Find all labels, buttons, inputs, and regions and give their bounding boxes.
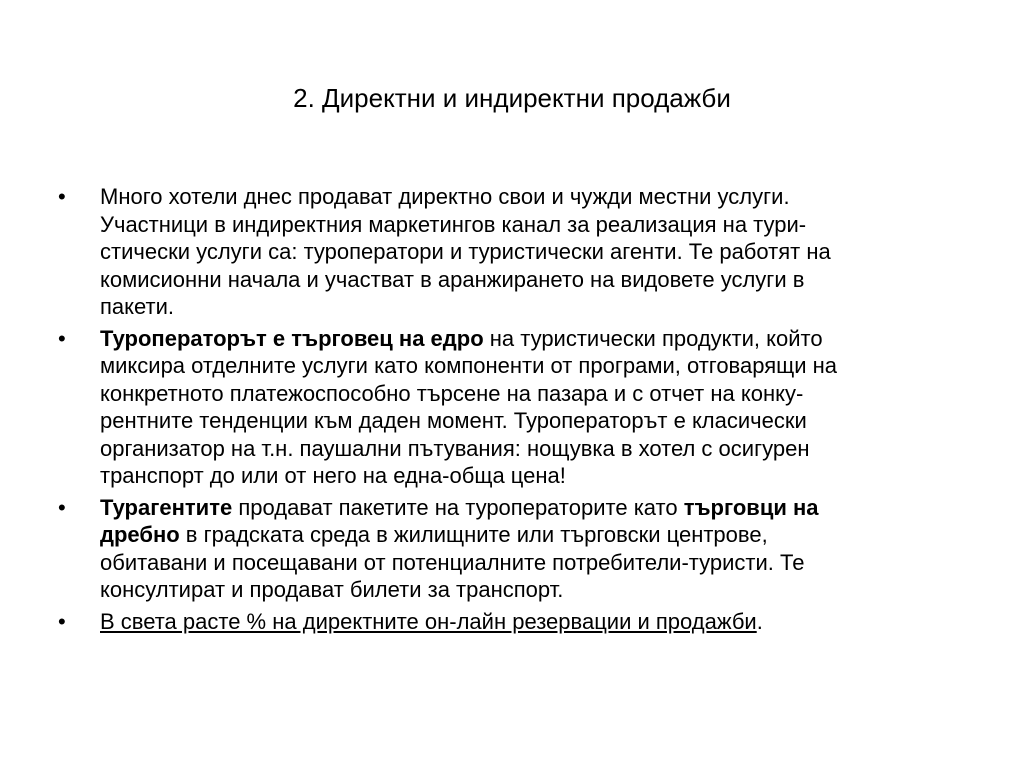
bold-term: Турагентите [100, 494, 233, 520]
bullet-text: на туристически продукти, който [483, 325, 823, 351]
bullet-text-line: комисионни начала и участват в аранжирането на видовете услуги в [100, 266, 805, 292]
bullet-text-line: стически услуги са: туроператори и туристически агенти. Те работят на [100, 239, 831, 264]
bullet-text-line: обитавани и посещавани от потенциалните потребители-туристи. Те [100, 549, 805, 575]
bold-term: дребно [100, 522, 180, 547]
bullet-list [55, 183, 975, 639]
bold-term: Туроператорът е търговец на едро [100, 325, 484, 351]
bullet-text-line: пакети. [100, 294, 175, 319]
bullet-text-line [100, 494, 975, 522]
underlined-statement: В света расте % на директните он-лайн резервации и продажби [100, 608, 757, 634]
bullet-icon: • [58, 608, 66, 634]
bullet-item-online-trend [55, 608, 975, 636]
bullet-item-travel-agents [55, 494, 975, 604]
bullet-item-direct-sales [55, 183, 975, 321]
bullet-text-line: миксира отделните услуги като компоненти от програми, отговарящи на [100, 353, 838, 378]
bullet-text-line [100, 325, 975, 353]
bullet-text-line: транспорт до или от него на една-обща цена! [100, 463, 566, 488]
bullet-icon: • [58, 494, 66, 520]
slide-title: 2. Директни и индиректни продажби [293, 83, 731, 113]
bullet-text-line [100, 521, 975, 549]
bold-term: търговци на [683, 494, 819, 520]
bullet-text-line: организатор на т.н. паушални пътувания: нощувка в хотел с осигурен [100, 435, 810, 461]
bullet-text-line [100, 608, 975, 636]
bullet-text-line: Много хотели днес продават директно свои и чужди местни услуги. [100, 184, 790, 209]
bullet-text: . [756, 608, 763, 634]
bullet-text-line: консултират и продават билети за транспорт. [100, 577, 564, 602]
bullet-text-line: Участници в индиректния маркетингов канал за реализация на тури- [100, 211, 807, 237]
bullet-icon: • [58, 184, 66, 209]
bullet-text-line: рентните тенденции към даден момент. Туроператорът е класически [100, 408, 807, 433]
bullet-text-line: конкретното платежоспособно търсене на пазара и с отчет на конку- [100, 380, 804, 406]
bullet-text: продават пакетите на туроператорите като [232, 494, 684, 520]
bullet-text: в градската среда в жилищните или търговски центрове, [179, 522, 768, 547]
bullet-item-tour-operator [55, 325, 975, 490]
bullet-icon: • [58, 325, 66, 351]
